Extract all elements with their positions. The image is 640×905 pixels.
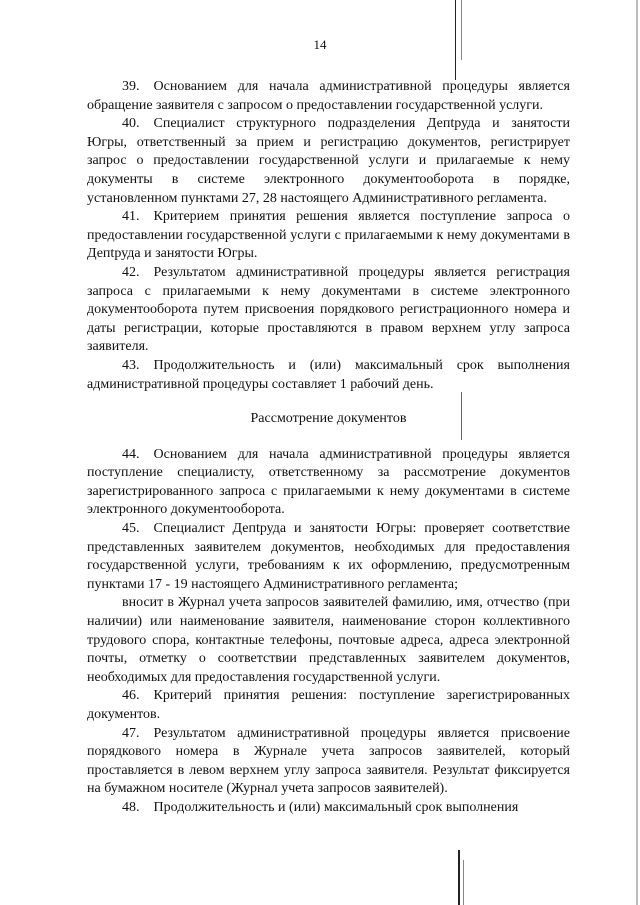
scan-artifact-bottom — [458, 850, 460, 905]
section-heading: Рассмотрение документов — [250, 411, 407, 427]
paragraph-42: 42. Результатом административной процедуры является регистрация запроса с прилагаемыми к нему документами в системе электронного документооборота путем присвоения порядкового регистрационного номера и даты регистрации, которые проставляются в правом верхнем углу запроса заявителя. — [87, 264, 570, 355]
scan-artifact-top — [455, 0, 456, 80]
document-body — [87, 78, 570, 818]
paragraph-41: 41. Критерием принятия решения является поступление запроса о предоставлении государственной услуги с прилагаемыми к нему документами в Депtруда и занятости Югры. — [87, 209, 570, 262]
scan-artifact-bottom-2 — [463, 860, 464, 905]
page-number: 14 — [313, 37, 327, 52]
paragraph-39: 39. Основанием для начала административной процедуры является обращение заявителя с запросом о предоставлении государственной услуги. — [87, 79, 570, 113]
paragraph-47: 47. Результатом административной процедуры является присвоение порядкового номера в Журнале учета запросов заявителей, который проставляется в левом верхнем углу запроса заявителя. Результат фиксируется на бумажном носителе (Журнал учета запросов заявителей). — [87, 725, 570, 797]
paragraph-45: 45. Специалист Депtруда и занятости Югры: проверяет соответствие представленных заявителем документов, необходимых для предоставления государственной услуги, требованиям к их оформлению, предусмотренным пунктами 17 - 19 настоящего Административного регламента; — [87, 521, 570, 592]
paragraph-48: 48. Продолжительность и (или) максимальный срок выполнения — [122, 799, 519, 815]
paragraph-44: 44. Основанием для начала административной процедуры является поступление специалисту, ответственному за рассмотрение документов зарегистрированного запроса с прилагаемыми к нему документами в системе электронного документооборота. — [87, 446, 570, 518]
paragraph-43: 43. Продолжительность и (или) максимальный срок выполнения административной процедуры составляет 1 рабочий день. — [87, 357, 570, 392]
paragraph-45-continued: вносит в Журнал учета запросов заявителей фамилию, имя, отчество (при наличии) или наименование заявителя, наименование сторон коллективного трудового спора, контактные телефоны, почтовые адреса, адреса электронной почты, отметку о соответствии представленных заявителем документов, необходимых для предоставления государственной услуги. — [87, 595, 570, 685]
paragraph-40: 40. Специалист структурного подразделения Депtруда и занятости Югры, ответственный за прием и регистрацию документов, регистрирует запрос о предоставлении государственной услуги и прилагаемые к нему документы в системе электронного документооборота в порядке, установленном пунктами 27, 28 настоящего Административного регламента. — [87, 116, 570, 206]
paragraph-46: 46. Критерий принятия решения: поступление зарегистрированных документов. — [87, 688, 570, 722]
scan-artifact-top-2 — [461, 0, 462, 60]
edge-mark-right — [636, 0, 638, 905]
